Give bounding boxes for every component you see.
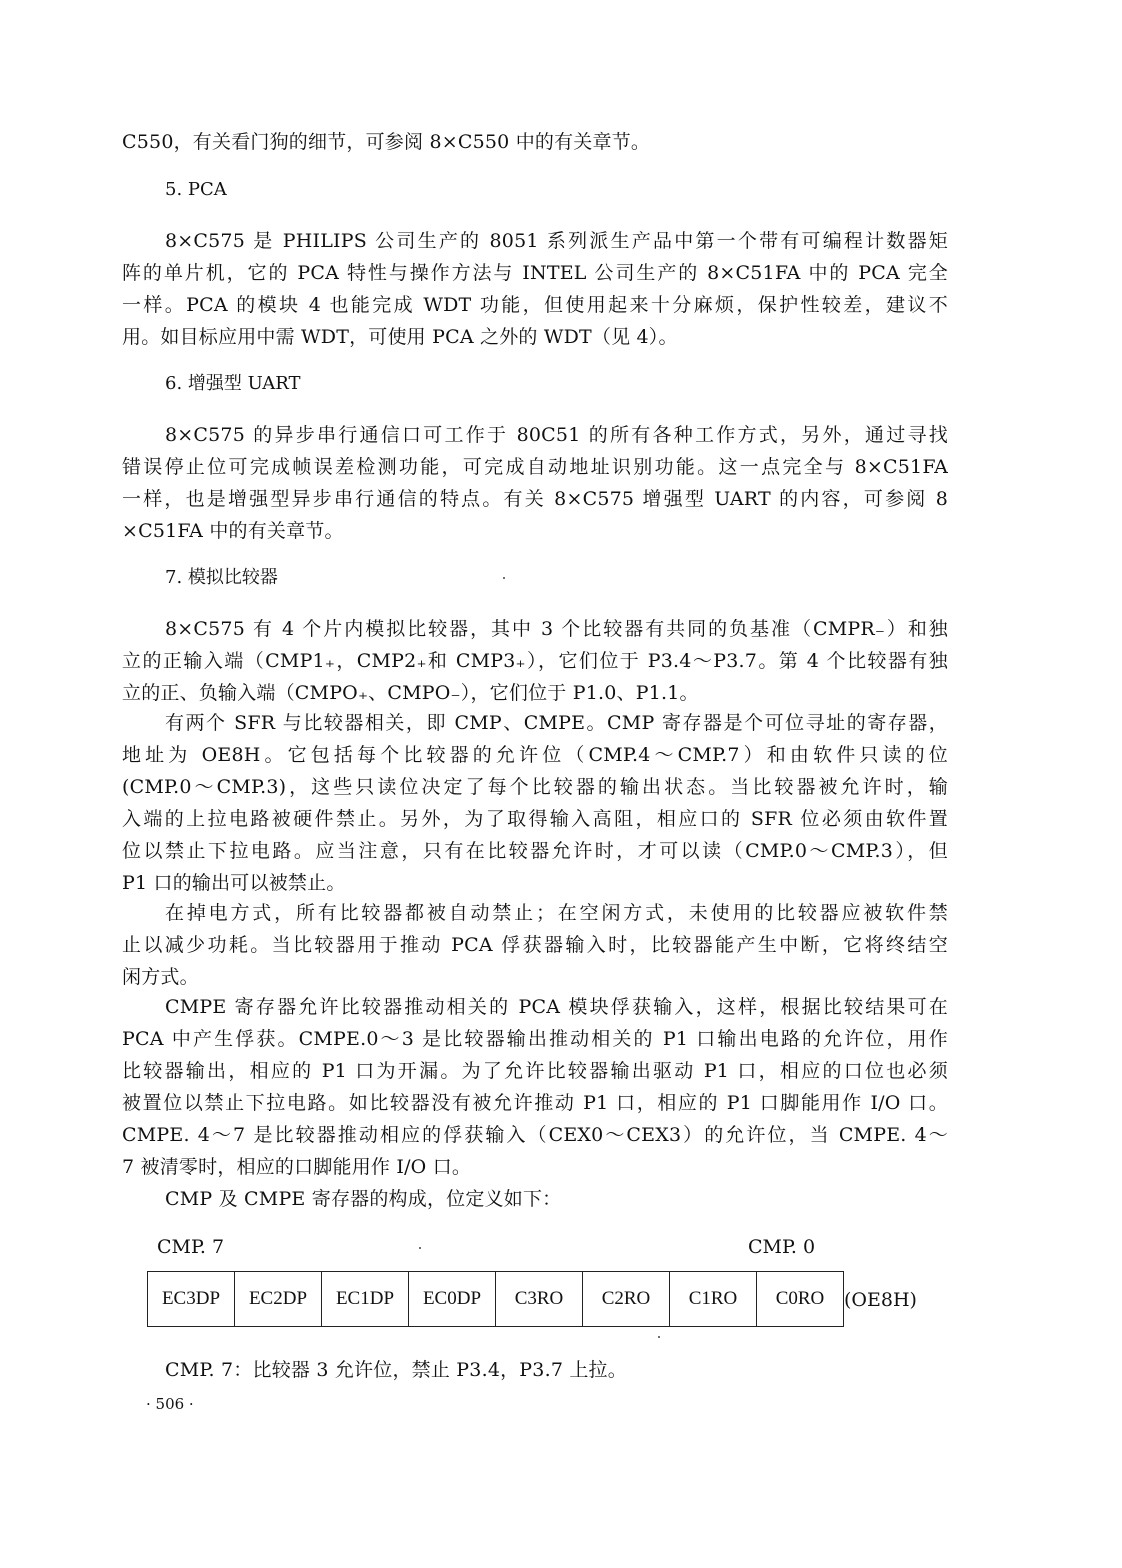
paragraph-line: 8×C575 是 PHILIPS 公司生产的 8051 系列派生产品中第一个带有可编程计数器矩 <box>165 230 948 252</box>
scan-speck <box>419 1247 421 1249</box>
register-bit-cell: C2RO <box>583 1272 670 1327</box>
paragraph-line: CMPE. 4～7 是比较器推动相应的俘获输入（CEX0～CEX3）的允许位，当 CMPE. 4～ <box>122 1124 948 1146</box>
paragraph-line: 8×C575 的异步串行通信口可工作于 80C51 的所有各种工作方式，另外，通过寻找 <box>165 424 948 446</box>
register-bit-cell: C0RO <box>757 1272 844 1327</box>
paragraph-line: 一样，也是增强型异步串行通信的特点。有关 8×C575 增强型 UART 的内容，可参阅 8 <box>122 488 948 510</box>
paragraph-line: 7 被清零时，相应的口脚能用作 I/O 口。 <box>122 1156 472 1178</box>
paragraph-line: 用。如目标应用中需 WDT，可使用 PCA 之外的 WDT（见 4）。 <box>122 326 678 348</box>
section-heading-pca: 5. PCA <box>165 179 227 200</box>
paragraph-line: 错误停止位可完成帧误差检测功能，可完成自动地址识别功能。这一点完全与 8×C51FA <box>122 456 948 478</box>
page-number: · 506 · <box>146 1395 194 1413</box>
paragraph-line: 立的正、负输入端（CMPO₊、CMPO₋），它们位于 P1.0、P1.1。 <box>122 682 699 704</box>
paragraph-line: CMP. 7：比较器 3 允许位，禁止 P3.4，P3.7 上拉。 <box>165 1359 627 1381</box>
register-lsb-label: CMP. 0 <box>748 1236 816 1258</box>
paragraph-line: PCA 中产生俘获。CMPE.0～3 是比较器输出推动相关的 P1 口输出电路的允许位，用作 <box>122 1028 948 1050</box>
register-address: (OE8H) <box>844 1289 917 1311</box>
paragraph-line: CMP 及 CMPE 寄存器的构成，位定义如下： <box>165 1188 562 1210</box>
paragraph-line: 止以减少功耗。当比较器用于推动 PCA 俘获器输入时，比较器能产生中断，它将终结空 <box>122 934 948 956</box>
register-bit-cell: EC3DP <box>148 1272 235 1327</box>
register-bit-cell: C3RO <box>496 1272 583 1327</box>
paragraph-line: 位以禁止下拉电路。应当注意，只有在比较器允许时，才可以读（CMP.0～CMP.3），但 <box>122 840 948 862</box>
paragraph-line: 比较器输出，相应的 P1 口为开漏。为了允许比较器输出驱动 P1 口，相应的口位也必须 <box>122 1060 948 1082</box>
paragraph-line: 在掉电方式，所有比较器都被自动禁止；在空闲方式，未使用的比较器应被软件禁 <box>165 902 948 924</box>
scan-speck <box>503 577 505 579</box>
paragraph-line: P1 口的输出可以被禁止。 <box>122 872 346 894</box>
paragraph-line: 阵的单片机，它的 PCA 特性与操作方法与 INTEL 公司生产的 8×C51FA 中的 PCA 完全 <box>122 262 948 284</box>
section-heading-uart: 6. 增强型 UART <box>165 373 301 394</box>
paragraph-line: 地址为 OE8H。它包括每个比较器的允许位（CMP.4～CMP.7）和由软件只读的位 <box>122 744 948 766</box>
paragraph-line: 8×C575 有 4 个片内模拟比较器，其中 3 个比较器有共同的负基准（CMPR₋）和独 <box>165 618 948 640</box>
paragraph-line: 有两个 SFR 与比较器相关，即 CMP、CMPE。CMP 寄存器是个可位寻址的寄存器， <box>165 712 948 734</box>
paragraph-line: CMPE 寄存器允许比较器推动相关的 PCA 模块俘获输入，这样，根据比较结果可在 <box>165 996 948 1018</box>
scan-speck <box>658 1336 660 1338</box>
paragraph-line: 被置位以禁止下拉电路。如比较器没有被允许推动 P1 口，相应的 P1 口脚能用作 I/O 口。 <box>122 1092 948 1114</box>
register-bit-cell: EC1DP <box>322 1272 409 1327</box>
register-msb-label: CMP. 7 <box>157 1236 225 1258</box>
paragraph-line: 立的正输入端（CMP1₊，CMP2₊和 CMP3₊），它们位于 P3.4～P3.7。第 4 个比较器有独 <box>122 650 948 672</box>
paragraph-line: (CMP.0～CMP.3)，这些只读位决定了每个比较器的输出状态。当比较器被允许时，输 <box>122 776 948 798</box>
paragraph-line: 一样。PCA 的模块 4 也能完成 WDT 功能，但使用起来十分麻烦，保护性较差，建议不 <box>122 294 948 316</box>
paragraph-line: ×C51FA 中的有关章节。 <box>122 520 344 542</box>
paragraph-line: 闲方式。 <box>122 966 199 988</box>
register-bit-cell: EC2DP <box>235 1272 322 1327</box>
section-heading-comparator: 7. 模拟比较器 <box>165 567 278 588</box>
register-bit-cell: C1RO <box>670 1272 757 1327</box>
register-bit-cell: EC0DP <box>409 1272 496 1327</box>
cmp-register-table <box>147 1271 844 1327</box>
paragraph-line: C550，有关看门狗的细节，可参阅 8×C550 中的有关章节。 <box>122 131 651 153</box>
paragraph-line: 入端的上拉电路被硬件禁止。另外，为了取得输入高阻，相应口的 SFR 位必须由软件置 <box>122 808 948 830</box>
